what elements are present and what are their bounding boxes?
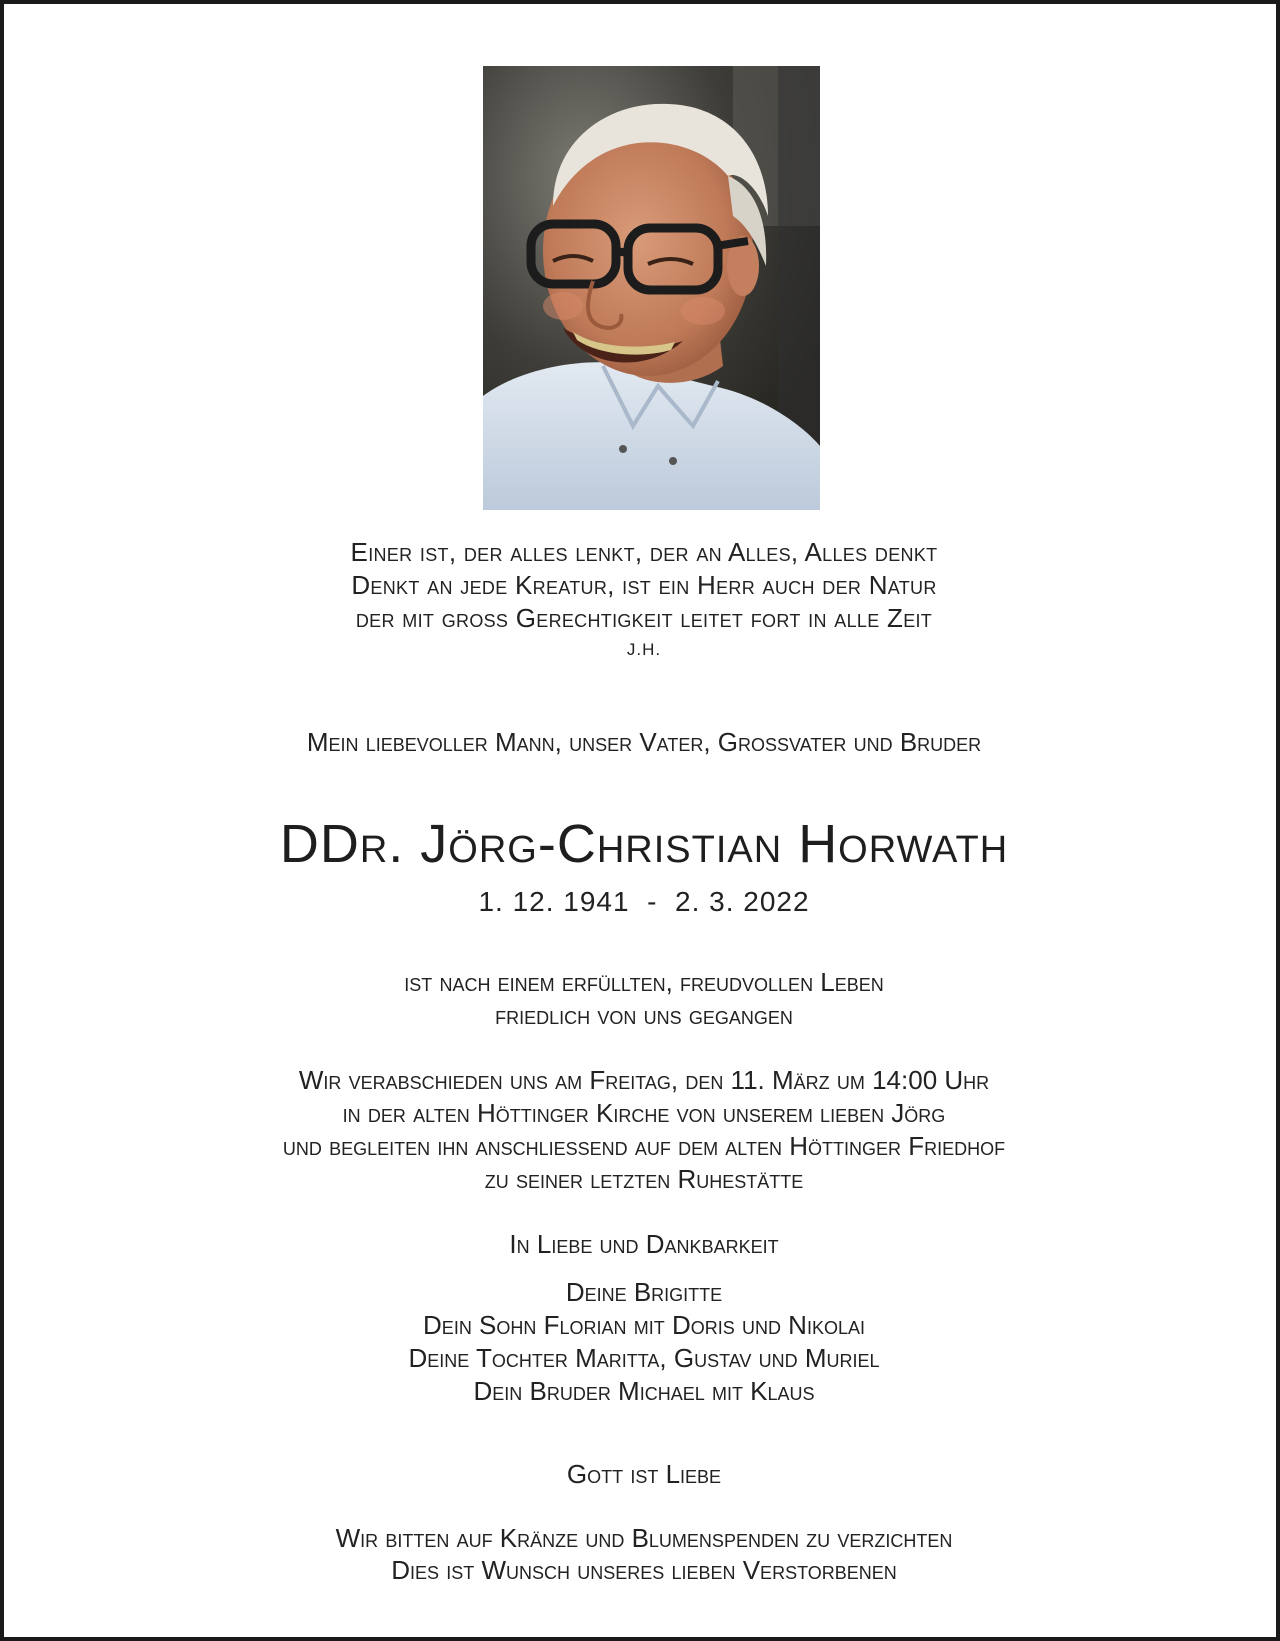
passing-line: ist nach einem erfüllten, freudvollen Leben (404, 967, 884, 997)
life-dates: 1. 12. 1941 - 2. 3. 2022 (478, 886, 810, 917)
passing-notice (4, 966, 1280, 1032)
flowers-request (4, 1522, 1280, 1586)
poem-line: der mit gross Gerechtigkeit leitet fort in alle Zeit (355, 603, 933, 633)
funeral-line: zu seiner letzten Ruhestätte (484, 1164, 804, 1194)
mourner-line: Dein Sohn Florian mit Doris und Nikolai (423, 1310, 865, 1340)
portrait-photo (483, 66, 820, 510)
mourner-line: Dein Bruder Michael mit Klaus (473, 1376, 815, 1406)
intro-line: Mein liebevoller Mann, unser Vater, Grossvater und Bruder (306, 727, 982, 757)
funeral-details (4, 1064, 1280, 1196)
portrait-illustration (483, 66, 820, 510)
poem-line: Denkt an jede Kreatur, ist ein Herr auch der Natur (351, 570, 937, 600)
request-line: Dies ist Wunsch unseres lieben Verstorbenen (391, 1555, 897, 1585)
mourner-line: Deine Tochter Maritta, Gustav und Muriel (408, 1343, 880, 1373)
motto: Gott ist Liebe (566, 1459, 722, 1489)
poem-line: Einer ist, der alles lenkt, der an Alles, Alles denkt (350, 537, 938, 567)
mourners-list (4, 1276, 1280, 1408)
funeral-line: in der alten Höttinger Kirche von unserem lieben Jörg (342, 1098, 946, 1128)
poem (4, 536, 1280, 635)
gratitude-line: In Liebe und Dankbarkeit (509, 1229, 779, 1259)
poem-initials: J.H. (626, 640, 662, 659)
mourner-line: Deine Brigitte (565, 1277, 723, 1307)
passing-line: friedlich von uns gegangen (495, 1000, 793, 1030)
deceased-name: DDr. Jörg-Christian Horwath (279, 814, 1009, 874)
funeral-line: und begleiten ihn anschliessend auf dem alten Höttinger Friedhof (282, 1131, 1006, 1161)
funeral-line: Wir verabschieden uns am Freitag, den 11. März um 14:00 Uhr (298, 1065, 990, 1095)
request-line: Wir bitten auf Kränze und Blumenspenden zu verzichten (335, 1523, 953, 1553)
